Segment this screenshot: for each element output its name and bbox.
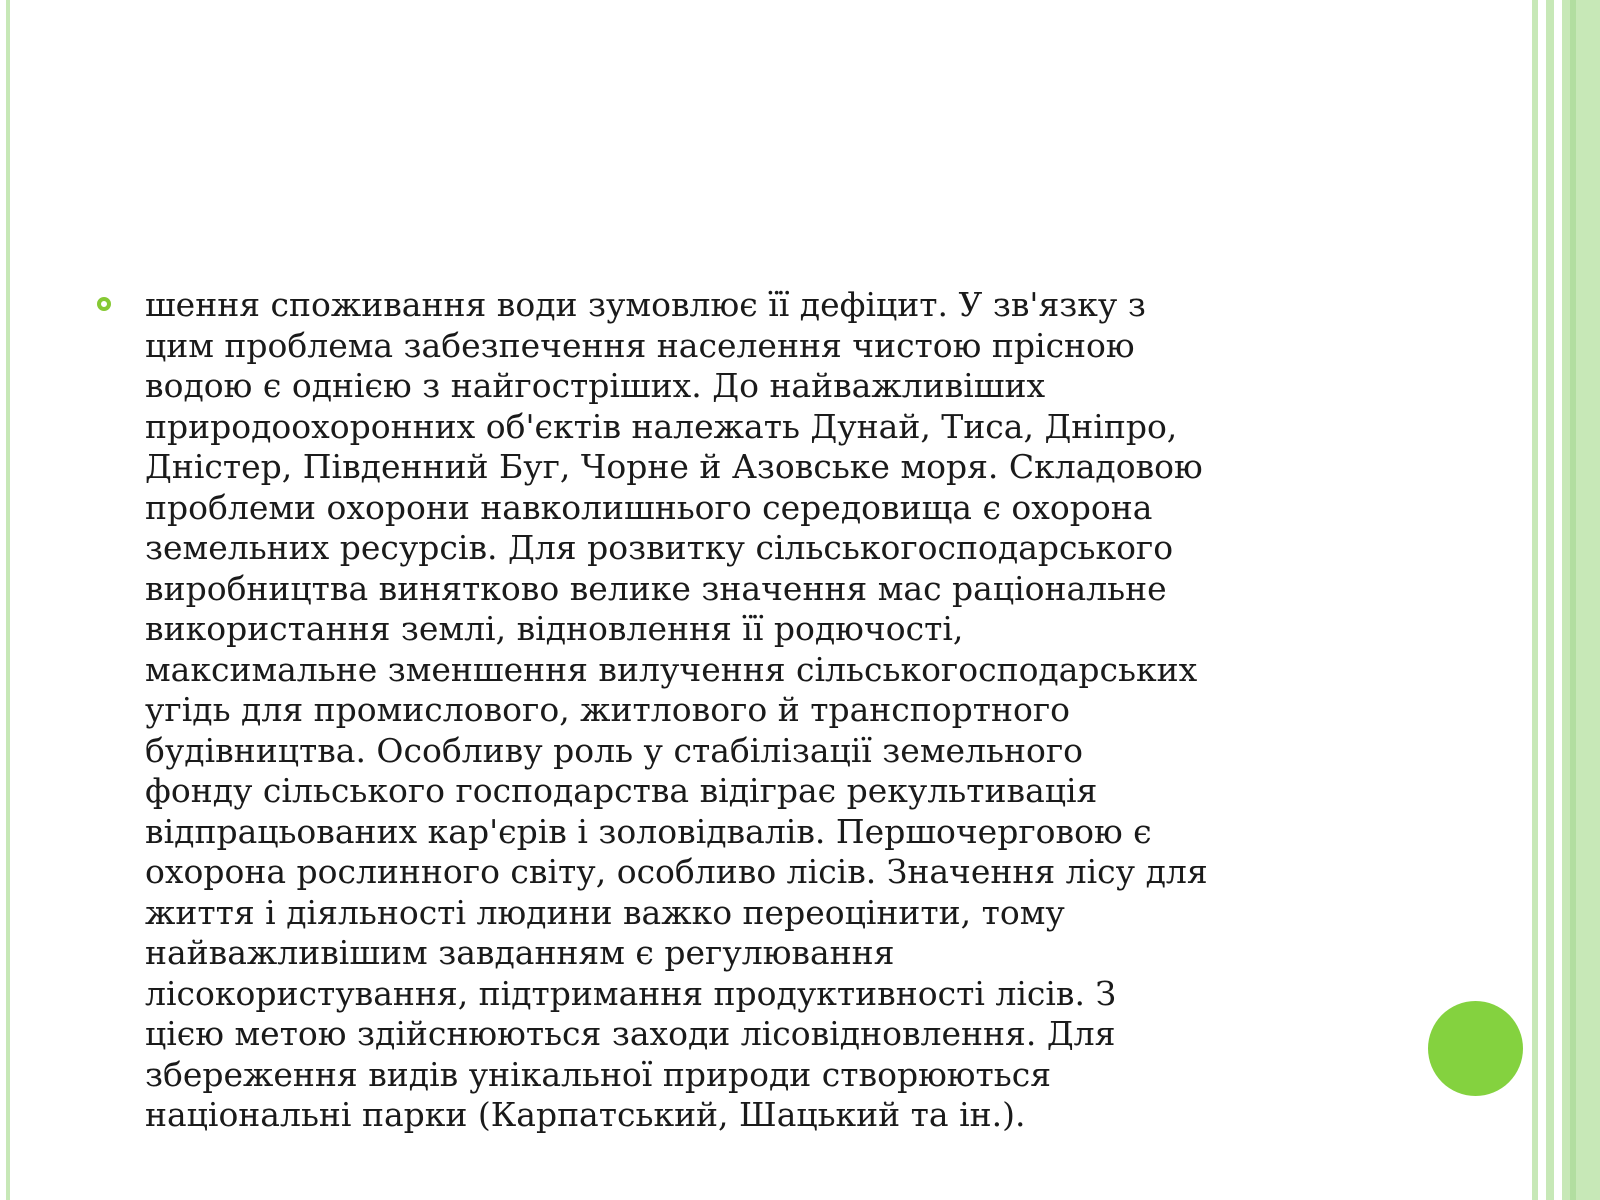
slide-body-text: шення споживання води зумовлює її дефіцит. У зв'язку з цим проблема забезпечення населення чистою прісною водою є однією з найгостріших. До найважливіших природоохоронних об'єктів належать Дунай, Тиса, Дніпро, Дністер, Південний Буг, Чорне й Азовське моря. Складовою проблеми охорони навколишнього середовища є охорона земельних ресурсів. Для розвитку сільськогосподарського виробництва винятково велике значення мас раціональне використання землі, відновлення її родючості, максимальне зменшення вилучення сільськогосподарських угідь для промислового, житлового й транспортного будівництва. Особливу роль у стабілізації земельного фонду сільського господарства відіграє рекультивація відпрацьованих кар'єрів і золовідвалів. Першочерговою є охорона рослинного світу, особливо лісів. Значення лісу для життя і діяльності людини важко переоцінити, тому найважливішим завданням є регулювання лісокористування, підтримання продуктивності лісів. З цією метою здійснюються заходи лісовідновлення. Для збереження видів унікальної природи створюються національні парки (Карпатський, Шацький та ін.). <box>145 285 1208 1134</box>
slide-frame-left-border <box>6 0 10 1200</box>
green-circle-icon <box>1428 1001 1523 1096</box>
decorative-stripe <box>1546 0 1554 1200</box>
decorative-stripe <box>1562 0 1600 1200</box>
hollow-circle-bullet-icon <box>97 297 111 311</box>
decorative-stripe <box>1532 0 1538 1200</box>
decorative-stripe <box>1570 0 1576 1200</box>
